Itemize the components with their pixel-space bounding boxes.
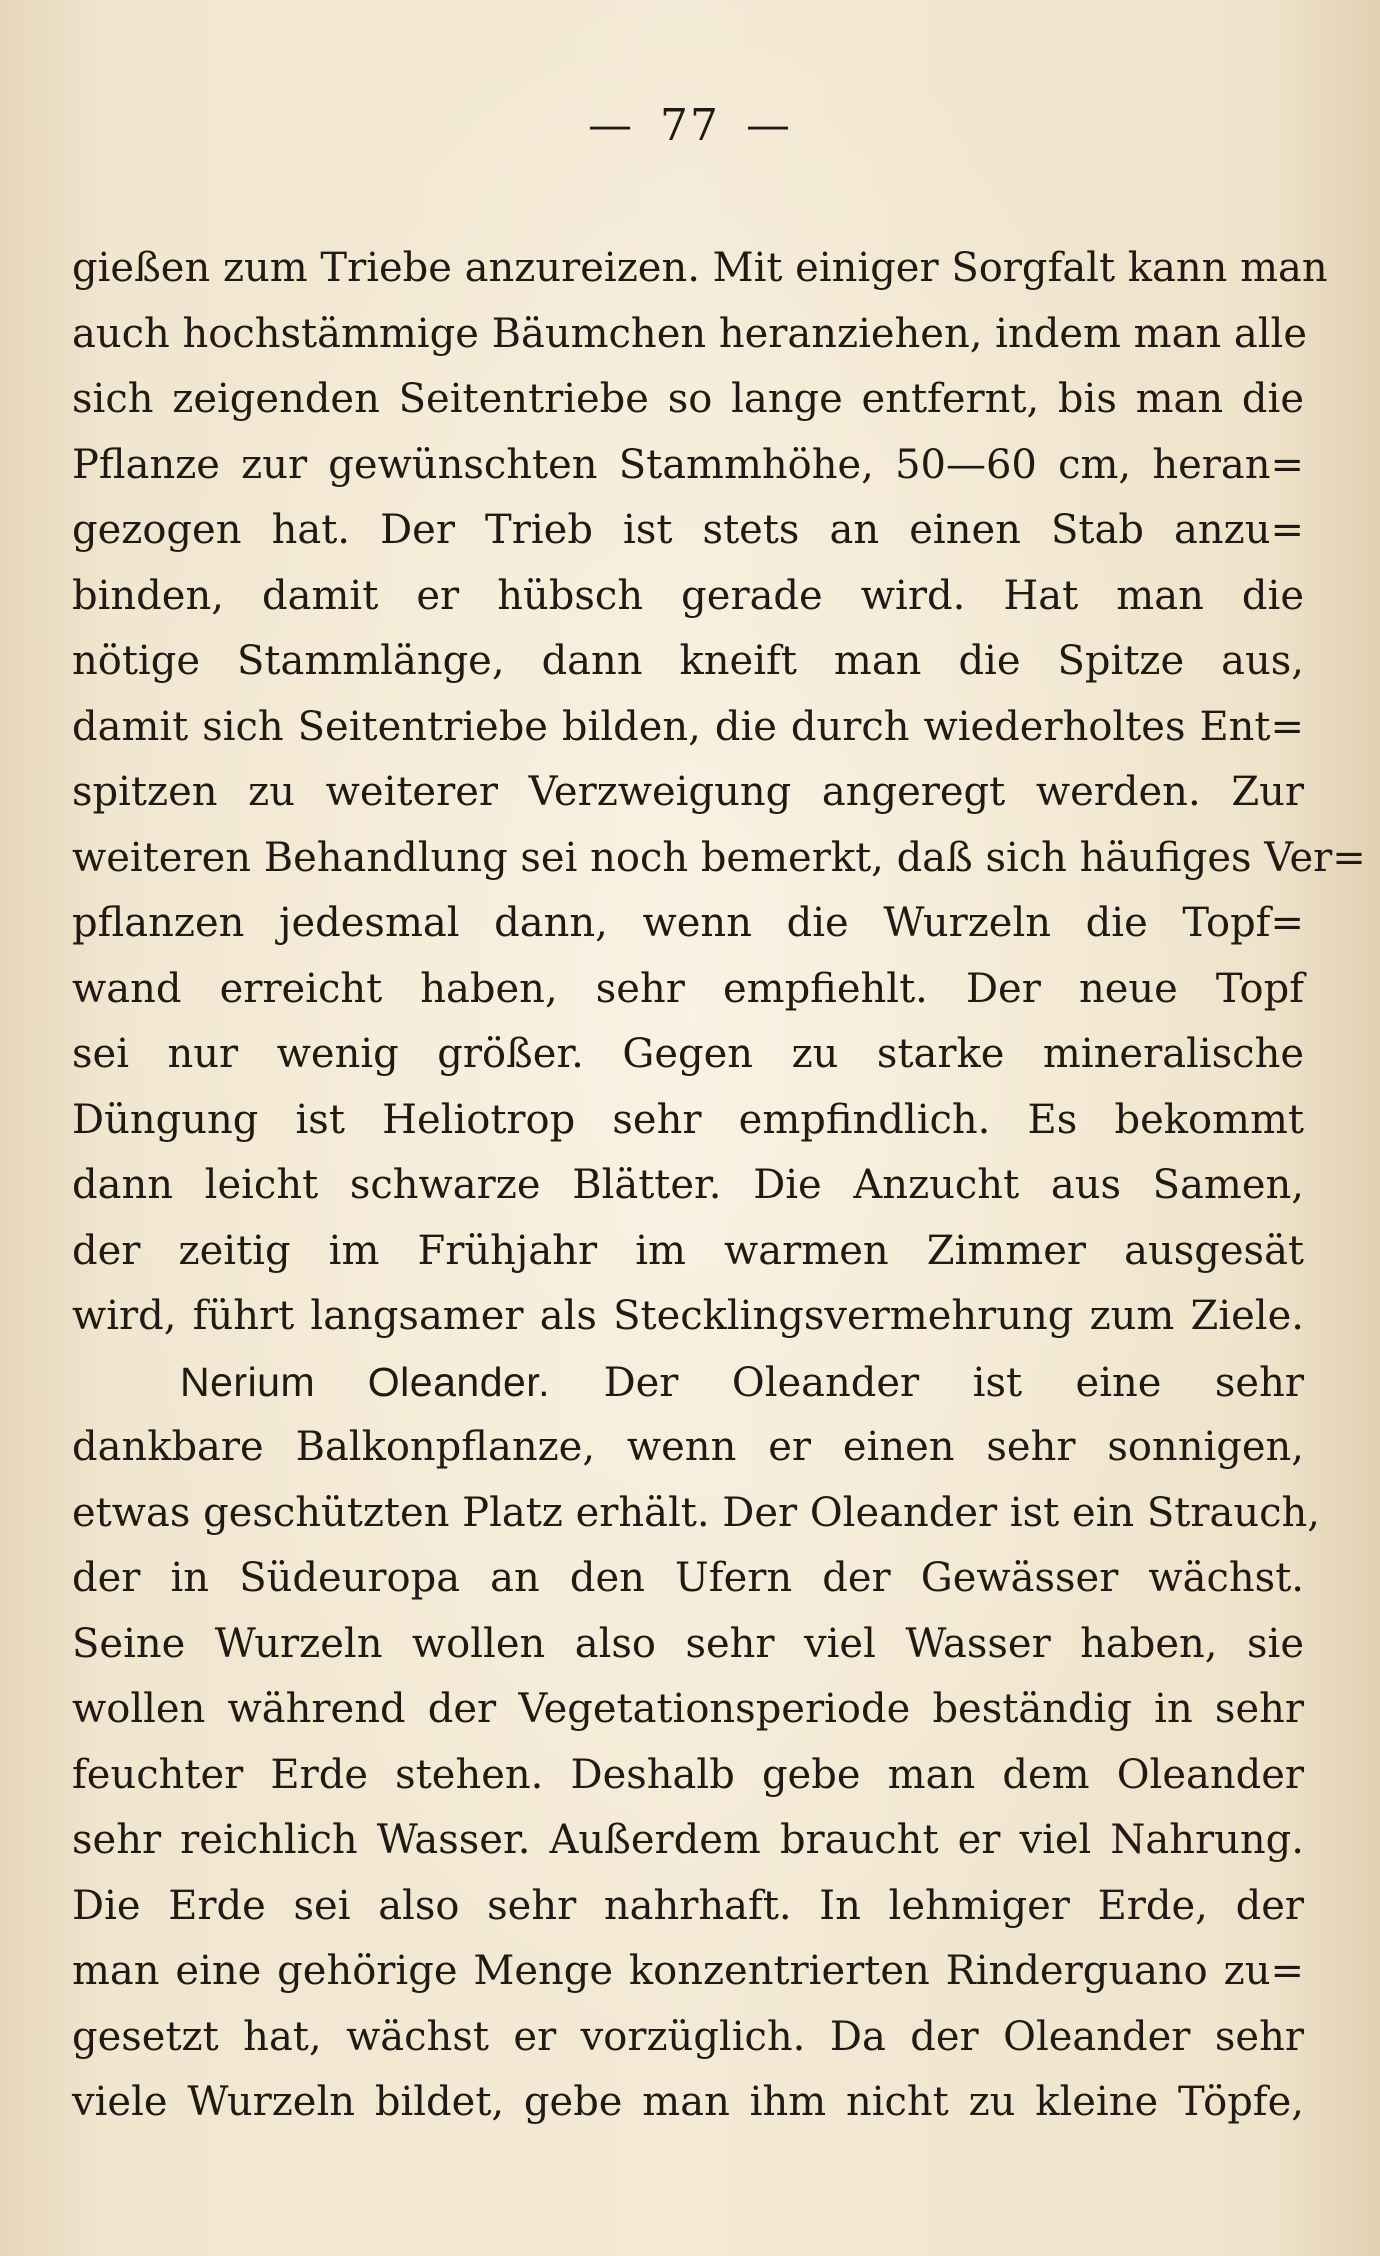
text-line: sich zeigenden Seitentriebe so lange entfernt, bis man die: [72, 376, 1304, 422]
page-number: 77: [660, 100, 720, 151]
text-line: der in Südeuropa an den Ufern der Gewässer wächst.: [72, 1555, 1304, 1601]
text-line: wollen während der Vegetationsperiode beständig in sehr: [72, 1686, 1304, 1732]
text-line: dankbare Balkonpflanze, wenn er einen sehr sonnigen,: [72, 1424, 1304, 1470]
header-dash-right: —: [746, 100, 792, 151]
text-line: der zeitig im Frühjahr im warmen Zimmer ausgesät: [72, 1227, 1304, 1274]
text-line: auch hochstämmige Bäumchen heranziehen, indem man alle: [72, 310, 1307, 357]
text-line: dann leicht schwarze Blätter. Die Anzucht aus Samen,: [72, 1162, 1304, 1208]
text-line: spitzen zu weiterer Verzweigung angeregt werden. Zur: [72, 769, 1304, 815]
latin-plant-name: Nerium Oleander.: [180, 1358, 551, 1405]
text-line: weiteren Behandlung sei noch bemerkt, daß sich häufiges Ver=: [72, 834, 1366, 881]
text-line: man eine gehörige Menge konzentrierten Rinderguano zu=: [72, 1948, 1304, 1994]
text-line: viele Wurzeln bildet, gebe man ihm nicht zu kleine Töpfe,: [72, 2079, 1304, 2125]
text-line: gießen zum Triebe anzureizen. Mit einiger Sorgfalt kann man: [72, 245, 1328, 291]
text-line: Düngung ist Heliotrop sehr empfindlich. Es bekommt: [72, 1096, 1304, 1143]
text-line: wird, führt langsamer als Stecklingsvermehrung zum Ziele.: [72, 1293, 1304, 1339]
text-line: feuchter Erde stehen. Deshalb gebe man dem Oleander: [72, 1751, 1304, 1798]
header-dash-left: —: [588, 100, 634, 151]
text-line: pflanzen jedesmal dann, wenn die Wurzeln die Topf=: [72, 900, 1304, 946]
paragraph-first-line: [72, 1350, 1304, 1416]
text-line: sei nur wenig größer. Gegen zu starke mineralische: [72, 1031, 1304, 1077]
text-line: Seine Wurzeln wollen also sehr viel Wasser haben, sie: [72, 1620, 1304, 1667]
text-line: etwas geschützten Platz erhält. Der Oleander ist ein Strauch,: [72, 1489, 1320, 1536]
text-line: nötige Stammlänge, dann kneift man die Spitze aus,: [72, 638, 1304, 684]
text-run: Der Oleander ist eine sehr: [603, 1359, 1304, 1406]
text-line: Pflanze zur gewünschten Stammhöhe, 50—60 cm, heran=: [72, 441, 1304, 488]
body-text: [72, 236, 1366, 2136]
text-line: gesetzt hat, wächst er vorzüglich. Da der Oleander sehr: [72, 2013, 1304, 2060]
text-line: damit sich Seitentriebe bilden, die durch wiederholtes Ent=: [72, 703, 1304, 750]
text-line: wand erreicht haben, sehr empfiehlt. Der neue Topf: [72, 965, 1304, 1012]
text-line: Die Erde sei also sehr nahrhaft. In lehmiger Erde, der: [72, 1882, 1304, 1929]
text-line: binden, damit er hübsch gerade wird. Hat man die: [72, 572, 1304, 619]
page-header: [0, 100, 1380, 151]
text-line: gezogen hat. Der Trieb ist stets an einen Stab anzu=: [72, 507, 1304, 553]
text-line: sehr reichlich Wasser. Außerdem braucht er viel Nahrung.: [72, 1817, 1304, 1863]
